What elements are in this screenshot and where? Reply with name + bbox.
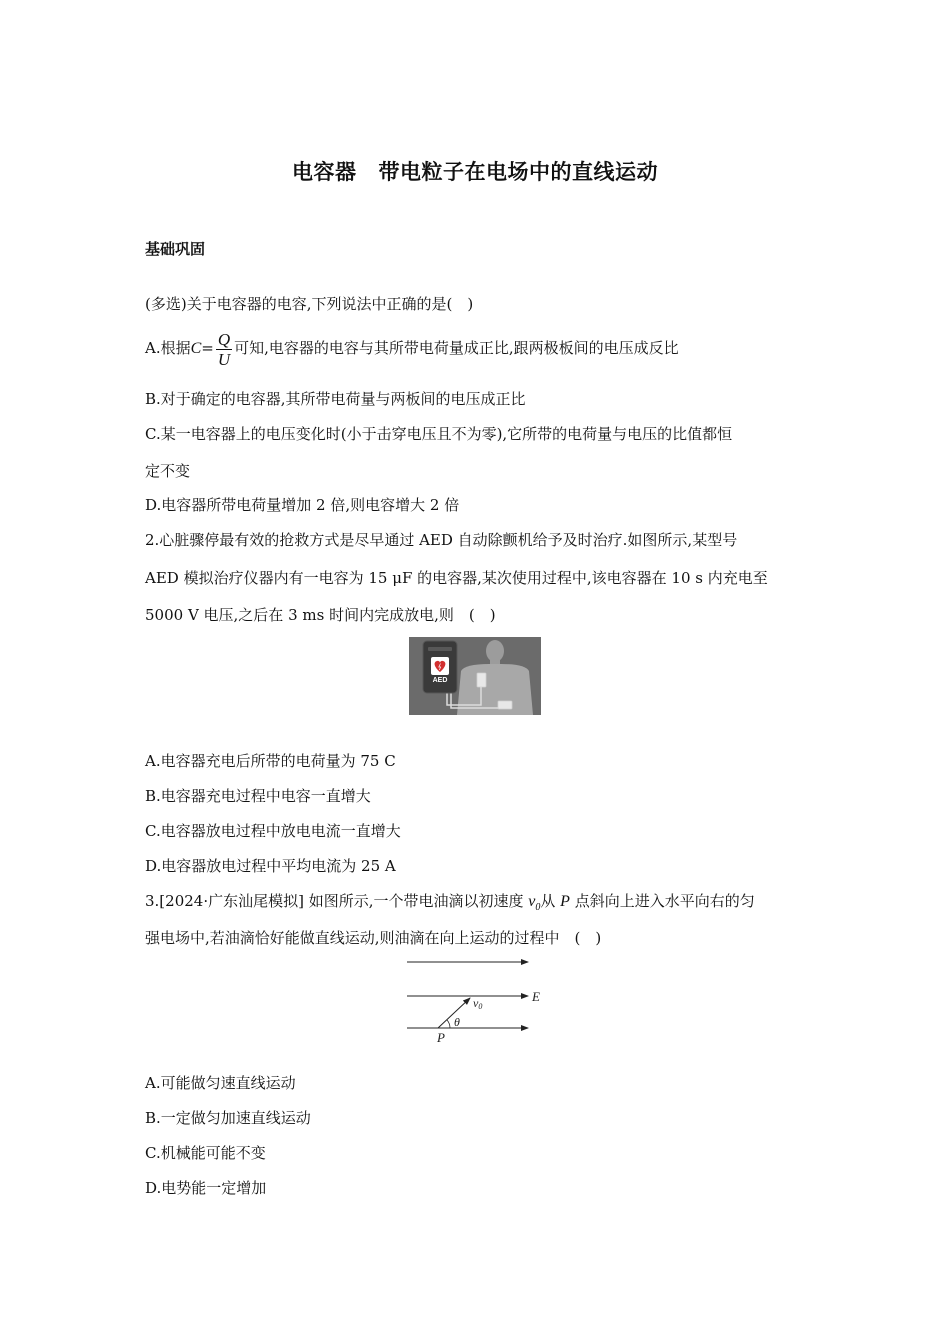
q2-stem-line3: 5000 V 电压,之后在 3 ms 时间内完成放电,则 ( ): [145, 606, 496, 624]
q1-option-c-line1: C.某一电容器上的电压变化时(小于击穿电压且不为零),它所带的电荷量与电压的比值都恒: [145, 425, 733, 443]
q3-option-c: C.机械能可能不变: [145, 1144, 266, 1162]
q1-option-b: B.对于确定的电容器,其所带电荷量与两板间的电压成正比: [145, 390, 526, 408]
q1-option-d: D.电容器所带电荷量增加 2 倍,则电容增大 2 倍: [145, 496, 460, 514]
q2-option-a: A.电容器充电后所带的电荷量为 75 C: [145, 752, 396, 770]
page-title: [0, 156, 950, 186]
q2-stem-line2: AED 模拟治疗仪器内有一电容为 15 μF 的电容器,某次使用过程中,该电容器在 10 s 内充电至: [145, 569, 768, 587]
aed-device-photo: [409, 637, 541, 715]
q1-option-a: A.根据C= $\frac{Q}{U}$ 可知,电容器的电容与其所带电荷量成正比,跟两极板间的电压成反比: [145, 329, 679, 369]
q3-option-d: D.电势能一定增加: [145, 1179, 267, 1197]
q1-option-c-line2: 定不变: [145, 462, 191, 480]
capacitance-symbol: C: [190, 340, 202, 357]
q2-option-d: D.电容器放电过程中平均电流为 25 A: [145, 857, 396, 875]
point-p-symbol: P: [560, 893, 570, 910]
q2-option-c: C.电容器放电过程中放电电流一直增大: [145, 822, 401, 840]
q2-option-b: B.电容器充电过程中电容一直增大: [145, 787, 371, 805]
label-p: P: [437, 1030, 445, 1045]
title-part1: 电容器: [292, 160, 357, 184]
label-v0: v0: [473, 996, 483, 1011]
aed-label: AED: [432, 677, 448, 684]
q1-stem: (多选)关于电容器的电容,下列说法中正确的是( ): [145, 295, 474, 313]
label-theta: θ: [454, 1015, 460, 1029]
section-heading: 基础巩固: [145, 240, 206, 258]
q3-stem-line2: 强电场中,若油滴恰好能做直线运动,则油滴在向上运动的过程中 ( ): [145, 929, 602, 947]
electric-field-diagram: [400, 954, 560, 1048]
label-e: E: [532, 989, 540, 1004]
angle-arc: [447, 1020, 450, 1028]
q3-option-b: B.一定做匀加速直线运动: [145, 1109, 311, 1127]
q2-stem-line1: 2.心脏骤停最有效的抢救方式是尽早通过 AED 自动除颤机给予及时治疗.如图所示,某型号: [145, 531, 738, 549]
q3-stem-line1: 3.[2024·广东汕尾模拟] 如图所示,一个带电油滴以初速度 $v_0$从 P 点斜向上进入水平向右的匀: [145, 892, 755, 914]
velocity-symbol: $v_0$: [528, 893, 541, 914]
title-part2: 带电粒子在电场中的直线运动: [378, 160, 658, 184]
q3-option-a: A.可能做匀速直线运动: [145, 1074, 296, 1092]
fraction-q-over-u: $\frac{Q}{U}$: [217, 329, 231, 369]
